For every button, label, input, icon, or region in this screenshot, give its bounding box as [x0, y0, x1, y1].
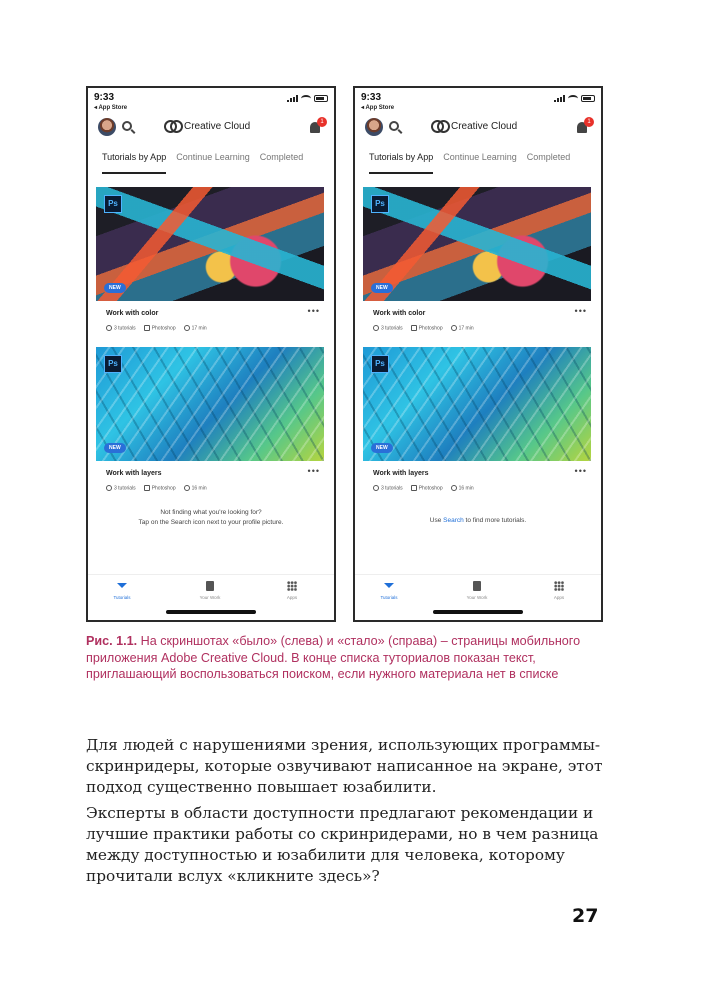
tutorials-icon [106, 325, 112, 331]
figure-caption-text: На скриншотах «было» (слева) и «стало» (справа) – страницы мобильного приложения Adobe Creative Cloud. В конце списка туториалов показан текст, приглашающий воспользоваться поиском, если нужного материала нет в списке [86, 634, 581, 681]
status-bar [94, 92, 328, 114]
card-title: Work with color [106, 310, 159, 317]
tutorials-icon [106, 485, 112, 491]
nav-your-work: Your Work [190, 581, 230, 600]
bottom-nav [88, 574, 334, 608]
card-title: Work with layers [106, 470, 162, 477]
tutorial-card-image [363, 347, 591, 461]
card-meta: 3 tutorials Photoshop 17 min [106, 325, 207, 331]
status-time: 9:33 [361, 92, 382, 103]
more-options-icon: ••• [574, 466, 587, 476]
battery-icon [581, 95, 595, 102]
tab-tutorials-by-app: Tutorials by App [102, 150, 166, 174]
nav-tutorials: Tutorials [102, 581, 142, 600]
status-time: 9:33 [94, 92, 115, 103]
clock-icon [451, 325, 457, 331]
brand-name: Creative Cloud [184, 120, 251, 132]
avatar [365, 118, 383, 136]
desktop-icon [144, 485, 150, 491]
card-meta: 3 tutorials Photoshop 17 min [373, 325, 474, 331]
new-badge: NEW [104, 443, 126, 453]
tutorials-icon [373, 325, 379, 331]
photoshop-icon: Ps [104, 355, 122, 373]
clock-icon [184, 485, 190, 491]
search-icon [122, 121, 132, 131]
wifi-icon [568, 95, 578, 102]
empty-state-message: Use Search to find more tutorials. [429, 517, 527, 524]
home-indicator [433, 610, 523, 614]
tab-continue-learning: Continue Learning [443, 152, 517, 162]
app-header [96, 116, 326, 140]
tab-completed: Completed [526, 152, 571, 162]
creative-cloud-logo-icon [431, 120, 447, 132]
tab-continue-learning: Continue Learning [176, 152, 250, 162]
graduation-cap-icon [384, 583, 394, 588]
new-badge: NEW [371, 443, 393, 453]
more-options-icon: ••• [574, 306, 587, 316]
photoshop-icon: Ps [371, 355, 389, 373]
page-number: 27 [572, 905, 599, 927]
app-brand [431, 120, 517, 132]
app-header [363, 116, 593, 140]
card-meta: 3 tutorials Photoshop 16 min [373, 485, 474, 491]
search-icon [389, 121, 399, 131]
tab-completed: Completed [259, 152, 304, 162]
notification-badge: 1 [317, 117, 327, 127]
photoshop-icon: Ps [104, 195, 122, 213]
tutorial-card-image [96, 347, 324, 461]
avatar [98, 118, 116, 136]
search-link: Search [443, 517, 464, 524]
apps-grid-icon [287, 581, 297, 591]
tutorials-icon [373, 485, 379, 491]
tab-tutorials-by-app: Tutorials by App [369, 150, 433, 174]
document-icon [206, 581, 214, 591]
clock-icon [184, 325, 190, 331]
card-title: Work with layers [373, 470, 429, 477]
more-options-icon: ••• [307, 466, 320, 476]
back-to-app-store: ◂ App Store [361, 105, 395, 111]
graduation-cap-icon [117, 583, 127, 588]
document-icon [473, 581, 481, 591]
back-to-app-store: ◂ App Store [94, 105, 128, 111]
tab-bar [102, 150, 326, 176]
desktop-icon [144, 325, 150, 331]
status-bar [361, 92, 595, 114]
nav-apps: Apps [272, 581, 312, 600]
more-options-icon: ••• [307, 306, 320, 316]
nav-apps: Apps [539, 581, 579, 600]
creative-cloud-logo-icon [164, 120, 180, 132]
nav-tutorials: Tutorials [369, 581, 409, 600]
brand-name: Creative Cloud [451, 120, 518, 132]
nav-your-work: Your Work [457, 581, 497, 600]
apps-grid-icon [554, 581, 564, 591]
tutorial-card-image [363, 187, 591, 301]
body-paragraph: Эксперты в области доступности предлагают рекомендации и лучшие практики работы со скринридерами, но в чем разница между доступностью и юзабилити для человека, которому прочитали вслух «кликните здесь»? [86, 804, 599, 885]
desktop-icon [411, 485, 417, 491]
new-badge: NEW [371, 283, 393, 293]
photoshop-icon: Ps [371, 195, 389, 213]
phone-screenshot-before [86, 86, 336, 622]
empty-state-message: Not finding what you're looking for? Tap on the Search icon next to your profile picture. [138, 509, 284, 526]
wifi-icon [301, 95, 311, 102]
app-brand [164, 120, 250, 132]
new-badge: NEW [104, 283, 126, 293]
bottom-nav [355, 574, 601, 608]
clock-icon [451, 485, 457, 491]
figure-caption [86, 633, 606, 683]
card-title: Work with color [373, 310, 426, 317]
phone-screenshot-after [353, 86, 603, 622]
signal-icon [287, 95, 298, 102]
signal-icon [554, 95, 565, 102]
body-paragraph: Для людей с нарушениями зрения, использующих программы-скринридеры, которые озвучивают написанное на экране, этот подход существенно повышает юзабилити. [86, 736, 603, 796]
figure-label: Рис. 1.1. [86, 634, 138, 648]
battery-icon [314, 95, 328, 102]
notification-badge: 1 [584, 117, 594, 127]
card-meta: 3 tutorials Photoshop 16 min [106, 485, 207, 491]
tab-bar [369, 150, 593, 176]
home-indicator [166, 610, 256, 614]
desktop-icon [411, 325, 417, 331]
tutorial-card-image [96, 187, 324, 301]
